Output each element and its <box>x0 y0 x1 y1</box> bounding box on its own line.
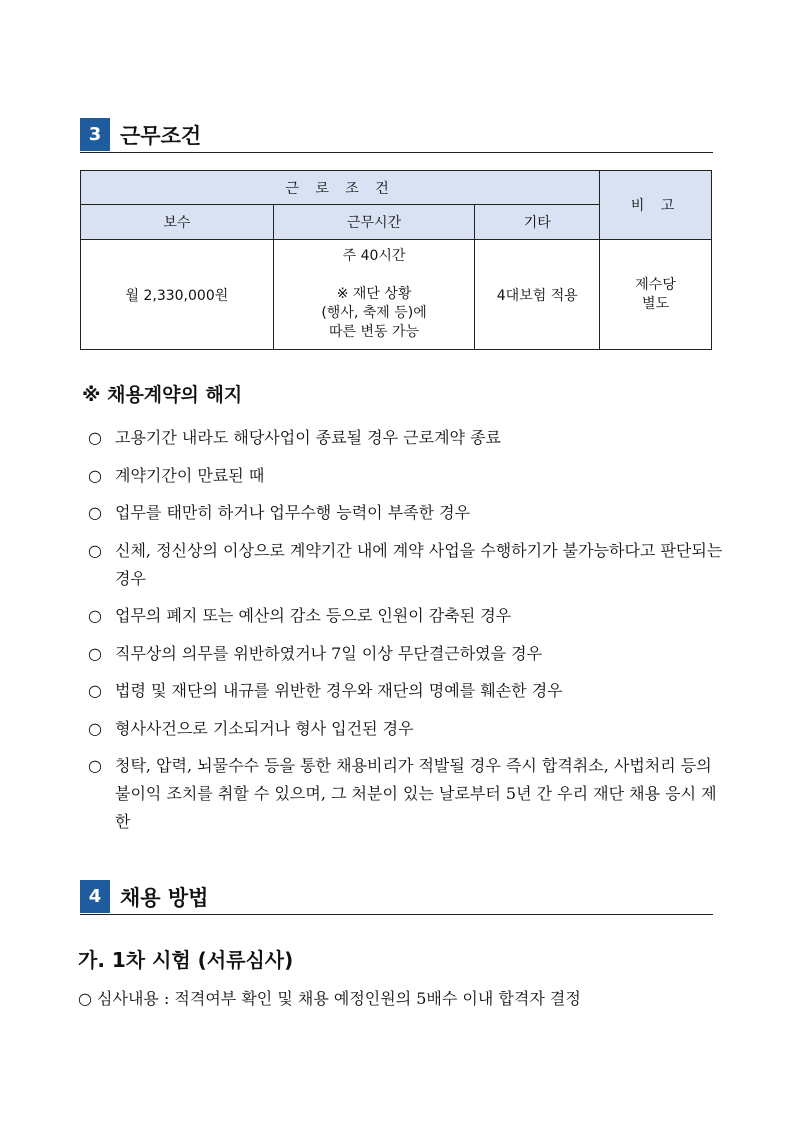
table-remark-header: 비 고 <box>600 171 712 240</box>
list-item: ○ 고용기간 내라도 해당사업이 종료될 경우 근로계약 종료 <box>88 424 728 452</box>
remark-line2: 별도 <box>642 295 670 312</box>
section-number-badge: 3 <box>80 118 110 151</box>
section-title: 근무조건 <box>120 124 202 148</box>
list-item: ○ 신체, 정신상의 이상으로 계약기간 내에 계약 사업을 수행하기가 불가능하다고 판단되는 경우 <box>88 537 728 593</box>
table-cell-hours <box>273 240 475 350</box>
working-conditions-table <box>80 170 712 350</box>
circle-bullet-icon: ○ <box>88 606 102 625</box>
section-3-header <box>80 118 713 153</box>
list-item: ○ 법령 및 재단의 내규를 위반한 경우와 재단의 명예를 훼손한 경우 <box>88 677 728 705</box>
circle-bullet-icon: ○ <box>88 428 102 447</box>
termination-title: ※ 채용계약의 해지 <box>82 384 243 406</box>
list-item: ○ 직무상의 의무를 위반하였거나 7일 이상 무단결근하였을 경우 <box>88 640 728 668</box>
table-col-hours: 근무시간 <box>273 205 475 240</box>
termination-list <box>88 424 728 846</box>
table-col-pay: 보수 <box>81 205 274 240</box>
step1-item: ○ 심사내용 : 적격여부 확인 및 채용 예정인원의 5배수 이내 합격자 결정 <box>78 989 581 1008</box>
table-col-other: 기타 <box>475 205 600 240</box>
list-item: ○ 계약기간이 만료된 때 <box>88 462 728 490</box>
circle-bullet-icon: ○ <box>88 756 102 775</box>
table-cell-remark <box>600 240 712 350</box>
circle-bullet-icon: ○ <box>88 540 102 560</box>
circle-bullet-icon: ○ <box>88 503 102 522</box>
section-number-badge: 4 <box>80 880 110 913</box>
hours-note-line1: ※ 재단 상황 <box>336 286 412 302</box>
section-title: 채용 방법 <box>120 886 209 910</box>
circle-bullet-icon: ○ <box>88 718 102 738</box>
circle-bullet-icon: ○ <box>88 643 102 663</box>
hours-main: 주 40시간 <box>342 248 406 264</box>
step1-title: 가. 1차 시험 (서류심사) <box>78 948 294 972</box>
remark-line1: 제수당 <box>635 276 676 293</box>
hours-note-line3: 따른 변동 가능 <box>329 324 420 340</box>
list-item: ○ 형사사건으로 기소되거나 형사 입건된 경우 <box>88 715 728 743</box>
table-group-header: 근 로 조 건 <box>81 171 600 205</box>
list-item: ○ 청탁, 압력, 뇌물수수 등을 통한 채용비리가 적발될 경우 즉시 합격취소, 사법처리 등의 불이익 조치를 취할 수 있으며, 그 처분이 있는 날로부터 5년 간 우리 재단 채용 응시 제한 <box>88 752 728 836</box>
circle-bullet-icon: ○ <box>88 681 102 700</box>
section-4-header <box>80 880 713 915</box>
hours-note-line2: (행사, 축제 등)에 <box>321 305 427 321</box>
table-cell-other: 4대보험 적용 <box>475 240 600 350</box>
list-item: ○ 업무의 폐지 또는 예산의 감소 등으로 인원이 감축된 경우 <box>88 602 728 630</box>
list-item: ○ 업무를 태만히 하거나 업무수행 능력이 부족한 경우 <box>88 499 728 527</box>
circle-bullet-icon: ○ <box>88 465 102 485</box>
table-cell-pay: 월 2,330,000원 <box>81 240 274 350</box>
